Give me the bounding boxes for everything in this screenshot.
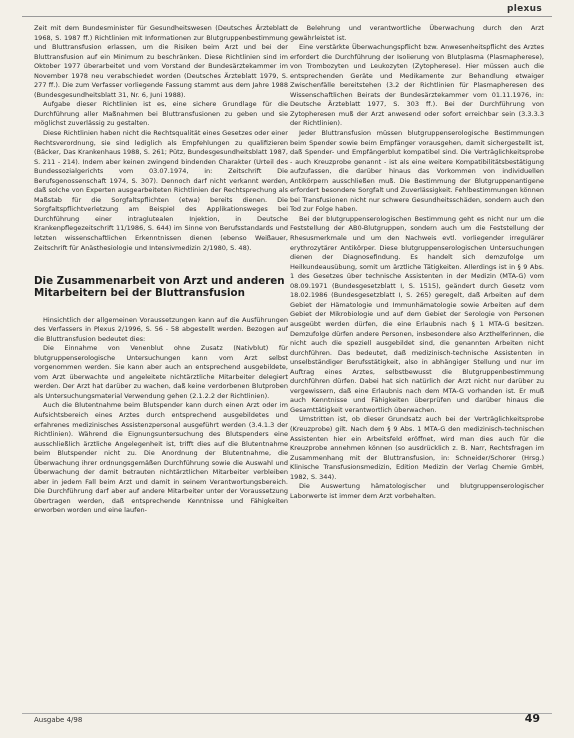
right-column	[290, 24, 544, 501]
page-number: 49	[524, 712, 540, 725]
right-paragraph-5: Umstritten ist, ob dieser Grundsatz auch bei der Verträglichkeitsprobe (Kreuzprobe) gilt. Nach dem § 9 Abs. 1 MTA-G den medizinisch-technischen Assistenten hier ein Arbeitsfeld eröffnet, wird man dies auch für die Kreuzprobe annehmen können (so ausdrücklich z. B. Narr, Rechtsfragen im Zusammenhang mit der Bluttransfusion, in: Schneider/Schorer (Hrsg.) Klinische Transfusionsmedizin, Edition Medizin der Verlag Chemie GmbH, 1982, S. 344).	[290, 415, 544, 481]
left-column	[34, 24, 288, 516]
left-paragraph-3: Diese Richtlinien haben nicht die Rechtsqualität eines Gesetzes oder einer Rechtsverordnung, sie sind lediglich als Empfehlungen zu qualifizieren (Bäcker, Das Krankenhaus 1988, S. 261; Pütz, Bundesgesundheitsblatt 1987, S. 211 - 214). Indem aber keinen zwingend bindenden Charakter (Urteil des Bundessozialgerichts vom 03.07.1974, in: Zeitschrift Die Berufsgenossenschaft 1974, S. 307). Dennoch darf nicht verkannt werden, daß solche von Experten ausgearbeiteten Richtlinien der Rechtsprechung als Maßstab für die Sorgfaltspflichten (etwa) bereits dienen. Die Sorgfaltspflichtverletzung am Beispiel des Applikationsweges bei Durchführung einer intraglutealen Injektion, in Deutsche Krankenpflegezeitschrift 11/1986, S. 644) im Sinne von Berufsstandards und letzten wissenschaftlichen Erkenntnissen dienen (ebenso Weißauer, Zeitschrift für Anästhesiologie und Intensivmedizin 2/1980, S. 48).	[34, 129, 288, 252]
left-paragraph-2: Aufgabe dieser Richtlinien ist es, eine sichere Grundlage für die Durchführung aller Maßnahmen bei Bluttransfusionen zu geben und sie möglichst zuverlässig zu gestalten.	[34, 100, 288, 128]
header-rule	[22, 16, 552, 17]
right-paragraph-6: Die Auswertung hämatologischer und blutgruppenserologischer Laborwerte ist immer dem Arzt vorbehalten.	[290, 482, 544, 500]
left-paragraph-1: Zeit mit dem Bundesminister für Gesundheitswesen (Deutsches Ärzteblatt 1968, S. 1987 ff.) Richtlinien mit Informationen zur Blutgruppenbestimmung und Bluttransfusion erlassen, um die Risiken beim Arzt und bei der Bluttransfusion auf ein Minimum zu beschränken. Diese Richtlinien sind im Oktober 1977 überarbeitet und vom Vorstand der Bundesärztekammer im November 1978 neu verabschiedet worden (Deutsches Ärzteblatt 1979, S. 277 ff.). Die zum Verfasser vorliegende Fassung stammt aus dem Jahre 1988 (Bundesgesundheitsblatt 31, Nr. 6, Juni 1988).	[34, 24, 288, 99]
right-paragraph-3: Jeder Bluttransfusion müssen blutgruppenserologische Bestimmungen beim Spender sowie beim Empfänger vorausgehen, damit sichergestellt ist, daß Spender- und Empfängerblut kompatibel sind. Die Verträglichkeitsprobe - auch Kreuzprobe genannt - ist als eine weitere Kompatibilitätsbestätigung aufzufassen, die darüber hinaus das Vorkommen von individuellen Antikörpern ausschließen muß. Die Bestimmung der Blutgruppenantigene erfordert besondere Sorgfalt und Zuverlässigkeit. Fehlbestimmungen können bei Transfusionen nicht nur schwere Gesundheitsschäden, sondern auch den Tod zur Folge haben.	[290, 129, 544, 214]
footer-rule	[22, 713, 552, 714]
section-paragraph-2: Die Einnahme von Venenblut ohne Zusatz (Nativblut) für blutgruppenserologische Untersuchungen kann vom Arzt selbst vorgenommen werden. Sie kann aber auch an entsprechend ausgebildete, vom Arzt überwachte und angeleitete nichtärztliche Mitarbeiter delegiert werden. Der Arzt hat darüber zu wachen, daß keine verdorbenen Blutproben als Untersuchungsmaterial Verwendung gehen (2.1.2.2 der Richtlinien).	[34, 344, 288, 400]
right-paragraph-2: Eine verstärkte Überwachungspflicht bzw. Anwesenheitspflicht des Arztes erfordert die Durchführung der Isolierung von Blutplasma (Plasmapherese), von Trombozyten und Leukozyten (Zytopherese). Hier müssen auch die entsprechenden Geräte und Medikamente zur Behandlung etwaiger Zwischenfälle bereitstehen (3.2 der Richtlinien für Plasmapheresen des Wissenschaftlichen Beirats der Bundesärztekammer vom 01.11.1976, in: Deutsche Ärzteblatt 1977, S. 303 ff.). Bei der Durchführung von Zytopheresen muß der Arzt anwesend oder sofort erreichbar sein (3.3.3.3 der Richtlinien).	[290, 43, 544, 128]
right-paragraph-1: de Belehrung und verantwortliche Überwachung durch den Arzt gewährleistet ist.	[290, 24, 544, 42]
section-paragraph-1: Hinsichtlich der allgemeinen Voraussetzungen kann auf die Ausführungen des Verfassers in Plexus 2/1996, S. 56 - 58 abgestellt werden. Bezogen auf die Bluttransfusion bedeutet dies:	[34, 315, 288, 343]
right-paragraph-4: Bei der blutgruppenserologischen Bestimmung geht es nicht nur um die Feststellung der AB0-Blutgruppen, sondern auch um die Feststellung der Rhesusmerkmale und um den Nachweis evtl. vorliegender irregulärer erythrozytärer Antikörper. Diese blutgruppenserologischen Untersuchungen dienen der Diagnosefindung. Es handelt sich demzufolge um Heilkundeausübung, somit um ärztliche Tätigkeiten. Allerdings ist in § 9 Abs. 1 des Gesetzes über technische Assistenten in der Medizin (MTA-G) vom 08.09.1971 (Bundesgesetzblatt I, S. 1515), geändert durch Gesetz vom 18.02.1986 (Bundesgesetzblatt I, S. 265) geregelt, daß Arbeiten auf dem Gebiet der Hämatologie und Immunhämatologie sowie Arbeiten auf dem Gebiet der Mikrobiologie und auf dem Gebiet der Serologie von Personen ausgeübt werden dürfen, die eine Erlaubnis nach § 1 MTA-G besitzen. Demzufolge dürfen andere Personen, insbesondere also Arzthelferinnen, die nicht auch die speziell ausgebildet sind, die genannten Arbeiten nicht durchführen. Das bedeutet, daß medizinisch-technische Assistenten in unselbständiger Berufsstätigkeit, also in abhängiger Stellung und nur im Auftrag eines Arztes, selbstbewusst die Blutgruppenbestimmung durchführen dürfen. Dabei hat sich natürlich der Arzt nicht nur darüber zu vergewissern, daß eine Erlaubnis nach dem MTA-G vorhanden ist. Er muß auch Kenntnisse und Fähigkeiten überprüfen und darüber hinaus die Gesamttätigkeit verantwortlich überwachen.	[290, 214, 544, 414]
issue-label: Ausgabe 4/98	[34, 716, 83, 724]
section-heading: Die Zusammenarbeit von Arzt und anderen Mitarbeitern bei der Bluttransfusion	[34, 275, 285, 300]
section-paragraph-3: Auch die Blutentnahme beim Blutspender kann durch einen Arzt oder im Aufsichtsbereich eines Arztes durch entsprechend ausgebildetes und erfahrenes medizinisches Assistenzpersonal ausgeführt werden (3.4.1.3 der Richtlinien). Während die Eignungsuntersuchung des Blutspenders eine ausschließlich ärztliche Angelegenheit ist, trifft dies auf die Blutentnahme beim Blutspender nicht zu. Die Anordnung der Blutentnahme, die Überwachung ihrer ordnungsgemäßen Durchführung sowie die Auswahl und Überwachung der damit betrauten nichtärztlichen Mitarbeiter verbleiben aber in jedem Fall beim Arzt und damit in seinem Verantwortungsbereich. Die Durchführung darf aber auf andere Mitarbeiter unter der Voraussetzung übertragen werden, daß entsprechende Kenntnisse und Fähigkeiten erworben worden und eine laufen-	[34, 401, 288, 515]
journal-name: plexus	[506, 4, 542, 14]
